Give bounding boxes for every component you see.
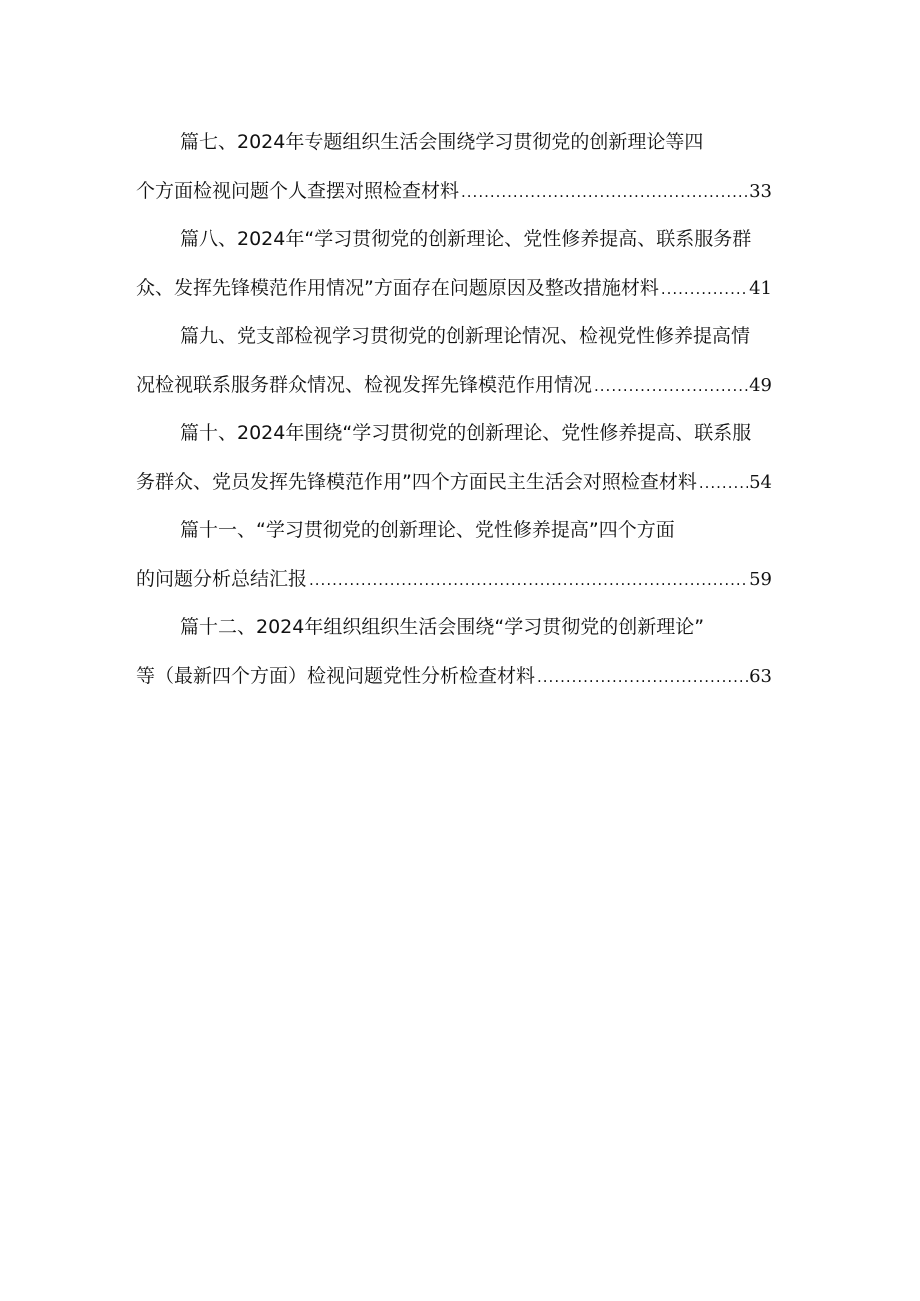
page-number: 33 (749, 180, 772, 202)
page-number: 49 (749, 374, 772, 396)
toc-entry-title-line: 篇八、2024年“学习贯彻党的创新理论、党性修养提高、联系服务群 (180, 228, 752, 250)
toc-entry-title-line: 篇七、2024年专题组织生活会围绕学习贯彻党的创新理论等四 (180, 131, 704, 153)
toc-entry-title-continuation: 务群众、党员发挥先锋模范作用”四个方面民主生活会对照检查材料 (136, 470, 697, 493)
toc-entry-12[interactable] (136, 603, 786, 700)
dot-leader (661, 265, 748, 313)
toc-entry-title-continuation: 众、发挥先锋模范作用情况”方面存在问题原因及整改措施材料 (136, 276, 659, 299)
toc-entry-8[interactable] (136, 215, 786, 312)
page-number: 59 (749, 568, 772, 590)
toc-entry-final-line (136, 555, 786, 604)
dot-leader (537, 653, 748, 701)
toc-entry-final-line (136, 264, 786, 313)
toc-entry-7[interactable] (136, 118, 786, 215)
toc-entry-11[interactable] (136, 506, 786, 603)
page-number: 54 (749, 471, 772, 493)
toc-entry-title-continuation: 的问题分析总结汇报 (136, 567, 308, 590)
toc-entry-final-line (136, 167, 786, 216)
dot-leader (594, 362, 748, 410)
dot-leader (309, 556, 748, 604)
toc-entry-final-line (136, 458, 786, 507)
toc-entry-title-line: 篇十二、2024年组织组织生活会围绕“学习贯彻党的创新理论” (180, 616, 705, 638)
toc-entry-title-line: 篇九、党支部检视学习贯彻党的创新理论情况、检视党性修养提高情 (180, 325, 751, 347)
page-number: 41 (749, 277, 772, 299)
toc-entry-9[interactable] (136, 312, 786, 409)
toc-entry-title-continuation: 个方面检视问题个人查摆对照检查材料 (136, 179, 460, 202)
toc-entry-title-continuation: 等（最新四个方面）检视问题党性分析检查材料 (136, 664, 536, 687)
toc-entry-final-line (136, 652, 786, 701)
dot-leader (461, 168, 748, 216)
page-number: 63 (749, 665, 772, 687)
toc-entry-final-line (136, 361, 786, 410)
table-of-contents (136, 118, 786, 700)
toc-entry-10[interactable] (136, 409, 786, 506)
toc-entry-title-line: 篇十、2024年围绕“学习贯彻党的创新理论、党性修养提高、联系服 (180, 422, 752, 444)
dot-leader (699, 459, 748, 507)
toc-entry-title-continuation: 况检视联系服务群众情况、检视发挥先锋模范作用情况 (136, 373, 593, 396)
toc-entry-title-line: 篇十一、“学习贯彻党的创新理论、党性修养提高”四个方面 (180, 519, 675, 541)
